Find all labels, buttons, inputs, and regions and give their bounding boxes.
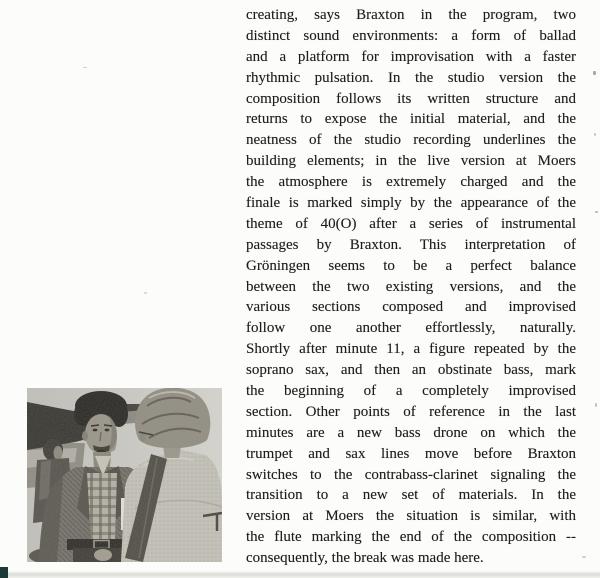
text-line: soprano sax, and then an obstinate bass, mark [246, 362, 576, 379]
text-line: Gröningen seems to be a perfect balance [246, 257, 576, 274]
scan-speck [593, 71, 596, 75]
text-line: consequently, the break was made here. [246, 550, 484, 567]
text-line: neatness of the studio recording underlines the [246, 132, 576, 149]
text-line: the beginning of a completely improvised [246, 383, 576, 400]
text-line: composition follows its written structure and [246, 90, 576, 107]
text-line: Shortly after minute 11, a figure repeated by the [246, 341, 576, 358]
corner-mark [0, 567, 8, 578]
text-line: returns to expose the initial material, and the [246, 111, 576, 128]
scan-speck [595, 211, 598, 213]
text-line: distinct sound environments: a form of ballad [246, 27, 576, 44]
text-line: building elements; in the live version at Moers [246, 153, 576, 170]
text-line: the flute marking the end of the composition -- [246, 529, 576, 546]
scan-speck [582, 556, 586, 558]
scan-edge-shadow [0, 571, 600, 578]
text-line: various sections composed and improvised [246, 299, 576, 316]
text-line: between the two existing versions, and the [246, 278, 576, 295]
scan-speck [595, 403, 597, 407]
text-line: minutes are a new bass drone on which the [246, 424, 576, 441]
scan-speck [83, 67, 87, 68]
text-line: transition to a new set of materials. In the [246, 487, 576, 504]
text-line: creating, says Braxton in the program, two [246, 7, 576, 23]
text-line: switches to the contrabass-clarinet signaling the [246, 466, 576, 483]
article-text [246, 5, 576, 569]
text-line: follow one another effortlessly, naturally. [246, 320, 576, 337]
text-line: theme of 40(O) after a series of instrumental [246, 215, 576, 232]
text-line: section. Other points of reference in the last [246, 403, 576, 420]
photo-two-men-talking [27, 388, 222, 562]
text-line: version at Moers the situation is similar, with [246, 508, 576, 525]
scan-speck [144, 292, 147, 294]
text-line: passages by Braxton. This interpretation of [246, 236, 576, 253]
text-line: and a platform for improvisation with a faster [246, 48, 576, 65]
text-line: rhythmic pulsation. In the studio version the [246, 69, 576, 86]
text-line: the atmosphere is extremely charged and the [246, 174, 576, 191]
text-line: finale is marked simply by the appearance of the [246, 195, 576, 212]
scan-speck [594, 133, 596, 136]
text-line: trumpet and sax lines move before Braxton [246, 445, 576, 462]
